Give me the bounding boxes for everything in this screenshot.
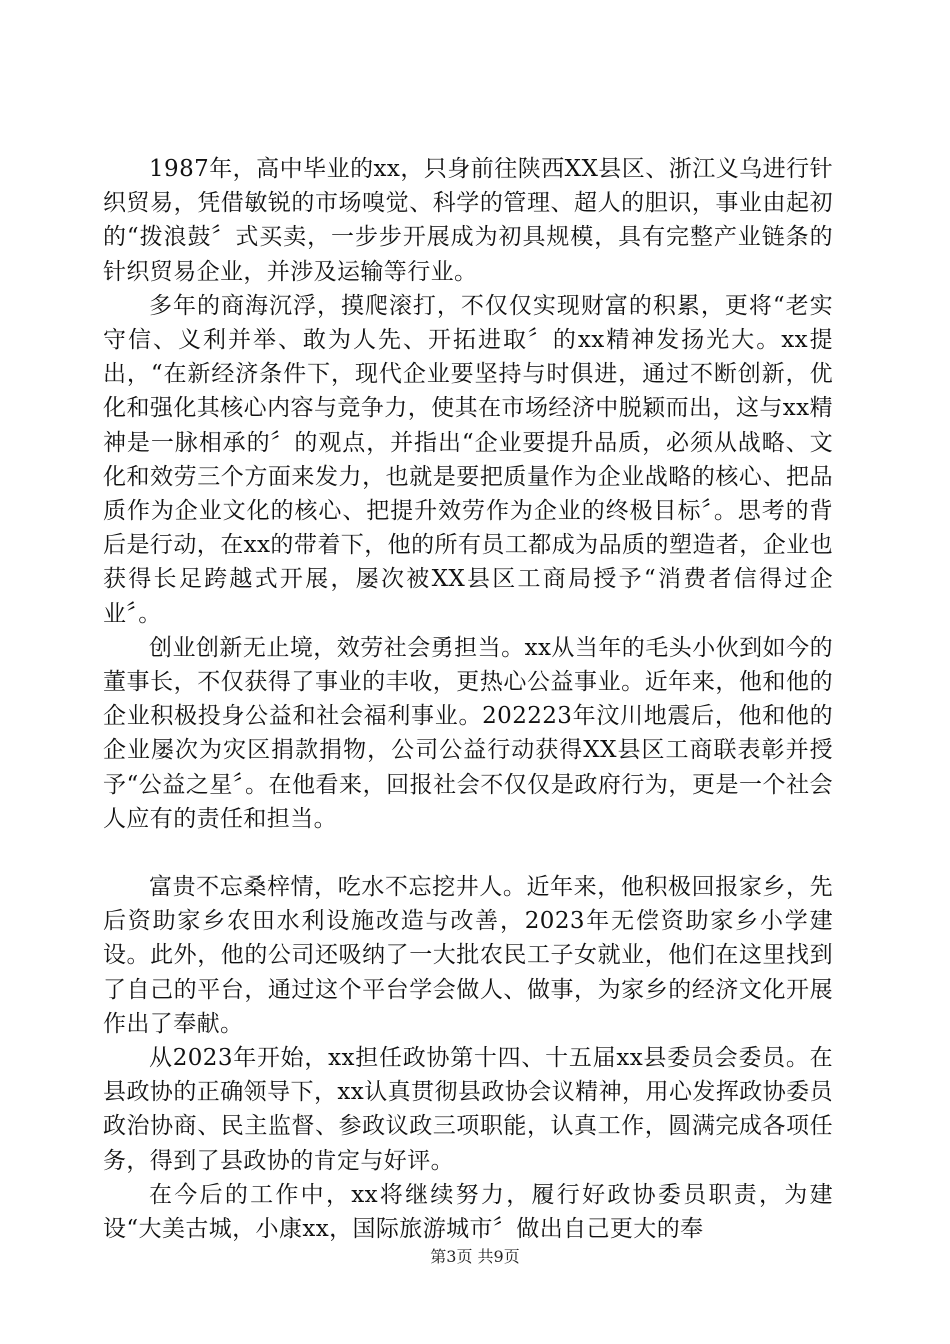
paragraph-6: 在今后的工作中，xx将继续努力，履行好政协委员职责，为建设“大美古城，小康xx，国际旅游城市〞做出自己更大的奉 — [103, 1181, 833, 1243]
page-number-footer: 第3页 共9页 — [430, 1247, 520, 1266]
paragraph-1: 1987年，高中毕业的xx，只身前往陕西XX县区、浙江义乌进行针织贸易，凭借敏锐的市场嗅觉、科学的管理、超人的胆识，事业由起初的“拨浪鼓〞式买卖，一步步开展成为初具规模，具有完整产业链条的针织贸易企业，并涉及运输等行业。 — [103, 156, 833, 285]
document-body — [103, 152, 833, 1246]
paragraph-2: 多年的商海沉浮，摸爬滚打，不仅仅实现财富的积累，更将“老实守信、义利并举、敢为人先、开拓进取〞的xx精神发扬光大。xx提出，“在新经济条件下，现代企业要坚持与时俱进，通过不断创新，优化和强化其核心内容与竞争力，使其在市场经济中脱颖而出，这与xx精神是一脉相承的〞的观点，并指出“企业要提升品质，必须从战略、文化和效劳三个方面来发力，也就是要把质量作为企业战略的核心、把品质作为企业文化的核心、把提升效劳作为企业的终极目标〞。思考的背后是行动，在xx的带着下，他的所有员工都成为品质的塑造者，企业也获得长足跨越式开展，屡次被XX县区工商局授予“消费者信得过企业〞。 — [103, 292, 833, 627]
paragraph-3: 创业创新无止境，效劳社会勇担当。xx从当年的毛头小伙到如今的董事长，不仅获得了事业的丰收，更热心公益事业。近年来，他和他的企业积极投身公益和社会福利事业。202223年汶川地震后，他和他的企业屡次为灾区捐款捐物，公司公益行动获得XX县区工商联表彰并授予“公益之星〞。在他看来，回报社会不仅仅是政府行为，更是一个社会人应有的责任和担当。 — [103, 634, 833, 832]
paragraph-4: 富贵不忘桑梓情，吃水不忘挖井人。近年来，他积极回报家乡，先后资助家乡农田水利设施改造与改善，2023年无偿资助家乡小学建设。此外，他的公司还吸纳了一大批农民工子女就业，他们在这里找到了自己的平台，通过这个平台学会做人、做事，为家乡的经济文化开展作出了奉献。 — [103, 874, 833, 1037]
paragraph-5: 从2023年开始，xx担任政协第十四、十五届xx县委员会委员。在县政协的正确领导下，xx认真贯彻县政协会议精神，用心发挥政协委员政治协商、民主监督、参政议政三项职能，认真工作，圆满完成各项任务，得到了县政协的肯定与好评。 — [103, 1045, 833, 1174]
paragraph-spacer — [103, 836, 833, 870]
